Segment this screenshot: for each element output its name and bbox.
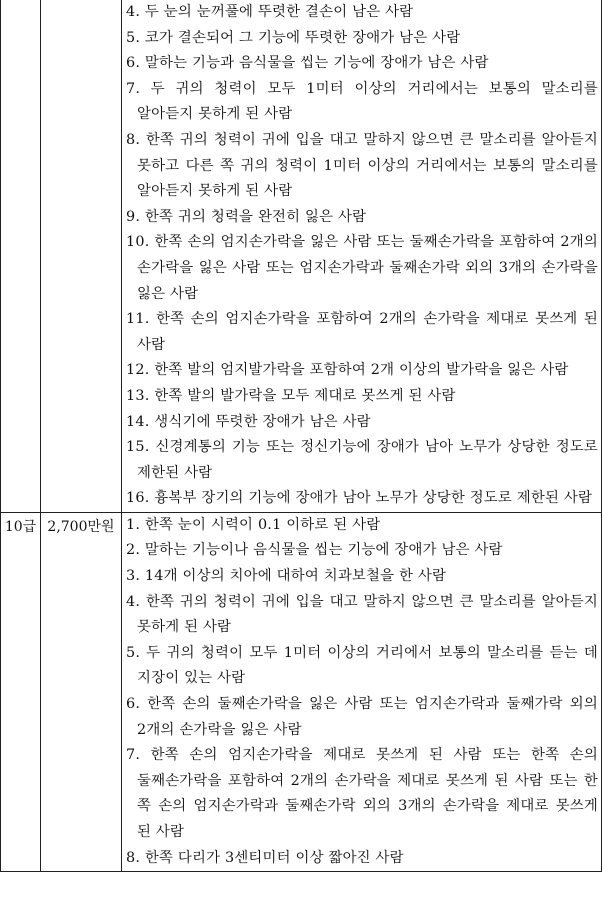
- list-item: 4. 두 눈의 눈꺼풀에 뚜렷한 결손이 남은 사람: [126, 4, 414, 20]
- criteria-cell: [122, 512, 602, 871]
- list-item: 7. 한쪽 손의 엄지손가락을 제대로 못쓰게 된 사람 또는 한쪽 손의 둘째손가락을 포함하여 2개의 손가락을 제대로 못쓰게 된 사람 또는 한 쪽 손의 엄지손가락과 둘째손가락 외의 3개의 손가락을 제대로 못쓰게 된 사람: [126, 747, 598, 840]
- amount-cell: 2,700만원: [41, 512, 122, 871]
- criteria-cell: [122, 0, 602, 512]
- list-item: 14. 생식기에 뚜렷한 장애가 남은 사람: [126, 413, 371, 430]
- table-row: [1, 512, 602, 871]
- list-item: 5. 코가 결손되어 그 기능에 뚜렷한 장애가 남은 사람: [126, 29, 461, 46]
- list-item: 9. 한쪽 귀의 청력을 완전히 잃은 사람: [126, 208, 367, 225]
- list-item: 6. 한쪽 손의 둘째손가락을 잃은 사람 또는 엄지손가락과 둘째가락 외의 2개의 손가락을 잃은 사람: [126, 696, 598, 738]
- list-item: 3. 14개 이상의 치아에 대하여 치과보철을 한 사람: [126, 568, 447, 585]
- list-item: 13. 한쪽 발의 발가락을 모두 제대로 못쓰게 된 사람: [126, 387, 456, 404]
- list-item: 10. 한쪽 손의 엄지손가락을 잃은 사람 또는 둘째손가락을 포함하여 2개의 손가락을 잃은 사람 또는 엄지손가락과 둘째손가락 외의 3개의 손가락을 잃은 사람: [126, 234, 598, 302]
- list-item: 7. 두 귀의 청력이 모두 1미터 이상의 거리에서는 보통의 말소리를 알아듣지 못하게 된 사람: [126, 80, 598, 123]
- list-item: 5. 두 귀의 청력이 모두 1미터 이상의 거리에서 보통의 말소리를 듣는 데 지장이 있는 사람: [126, 644, 598, 687]
- list-item: 2. 말하는 기능이나 음식물을 씹는 기능에 장애가 남은 사람: [126, 542, 503, 559]
- list-item: 16. 흉복부 장기의 기능에 장애가 남아 노무가 상당한 정도로 제한된 사람: [126, 490, 593, 507]
- list-item: 8. 한쪽 다리가 3센티미터 이상 짧아진 사람: [126, 849, 404, 866]
- list-item: 8. 한쪽 귀의 청력이 귀에 입을 대고 말하지 않으면 큰 말소리를 알아듣지 못하고 다른 쪽 귀의 청력이 1미터 이상의 거리에서는 보통의 말소리를 알아듣지 못하게 된 사람: [126, 131, 598, 200]
- grade-cell: [1, 0, 41, 512]
- list-item: 12. 한쪽 발의 엄지발가락을 포함하여 2개 이상의 발가락을 잃은 사람: [126, 362, 569, 379]
- amount-cell: [41, 0, 122, 512]
- list-item: 4. 한쪽 귀의 청력이 귀에 입을 대고 말하지 않으면 큰 말소리를 알아듣지 못하게 된 사람: [126, 593, 598, 636]
- grade-cell: 10급: [1, 512, 41, 871]
- list-item: 1. 한쪽 눈이 시력이 0.1 이하로 된 사람: [126, 516, 381, 533]
- table-row: [1, 0, 602, 512]
- list-item: 11. 한쪽 손의 엄지손가락을 포함하여 2개의 손가락을 제대로 못쓰게 된 사람: [126, 311, 598, 353]
- list-item: 6. 말하는 기능과 음식물을 씹는 기능에 장애가 남은 사람: [126, 55, 489, 72]
- list-item: 15. 신경계통의 기능 또는 정신기능에 장애가 남아 노무가 상당한 정도로 제한된 사람: [126, 439, 598, 481]
